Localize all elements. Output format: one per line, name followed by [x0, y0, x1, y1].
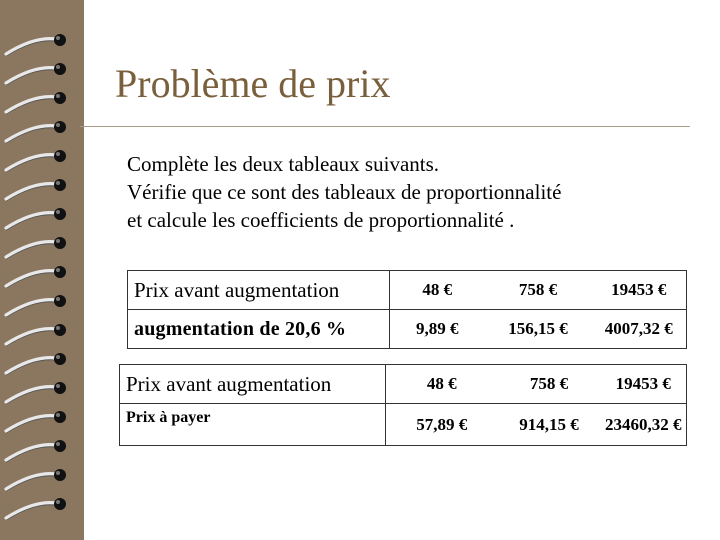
table-cell: 9,89 € — [390, 310, 485, 349]
table-cell: 758 € — [498, 365, 601, 404]
spiral-ring-icon — [6, 411, 66, 433]
spiral-ring-icon — [6, 34, 66, 56]
table-cell: 48 € — [390, 271, 485, 310]
spiral-ring-icon — [6, 237, 66, 259]
spiral-ring-icon — [6, 498, 66, 520]
spiral-ring-icon — [6, 179, 66, 201]
table-row — [128, 310, 687, 349]
row-label: augmentation de 20,6 % — [128, 310, 390, 349]
table-cell: 156,15 € — [485, 310, 592, 349]
spiral-ring-icon — [6, 63, 66, 85]
row-label: Prix avant augmentation — [128, 271, 390, 310]
spiral-ring-icon — [6, 266, 66, 288]
spiral-ring-icon — [6, 92, 66, 114]
table-cell: 23460,32 € — [601, 404, 687, 446]
table-row — [120, 404, 687, 446]
price-to-pay-table — [119, 364, 687, 446]
table-row — [128, 271, 687, 310]
instruction-line: Complète les deux tableaux suivants. — [127, 152, 440, 176]
instructions — [127, 150, 561, 234]
page-title: Problème de prix — [115, 61, 391, 106]
instruction-line: Vérifie que ce sont des tableaux de proportionnalité — [127, 180, 562, 204]
spiral-ring-icon — [6, 121, 66, 143]
row-label: Prix avant augmentation — [120, 365, 386, 404]
spiral-ring-icon — [6, 469, 66, 491]
instruction-line: et calcule les coefficients de proportionnalité . — [127, 208, 515, 232]
table-cell: 914,15 € — [498, 404, 601, 446]
price-increase-table — [127, 270, 687, 349]
spiral-binding — [0, 0, 84, 540]
spiral-ring-icon — [6, 353, 66, 375]
table-cell: 19453 € — [592, 271, 687, 310]
table-row — [120, 365, 687, 404]
title-divider — [80, 126, 690, 127]
spiral-ring-icon — [6, 150, 66, 172]
spiral-ring-icon — [6, 324, 66, 346]
table-cell: 4007,32 € — [592, 310, 687, 349]
spiral-ring-icon — [6, 295, 66, 317]
table-cell: 758 € — [485, 271, 592, 310]
table-cell: 19453 € — [601, 365, 687, 404]
spiral-ring-icon — [6, 440, 66, 462]
table-cell: 48 € — [386, 365, 498, 404]
row-label: Prix à payer — [120, 404, 386, 446]
table-cell: 57,89 € — [386, 404, 498, 446]
spiral-ring-icon — [6, 382, 66, 404]
spiral-ring-icon — [6, 208, 66, 230]
